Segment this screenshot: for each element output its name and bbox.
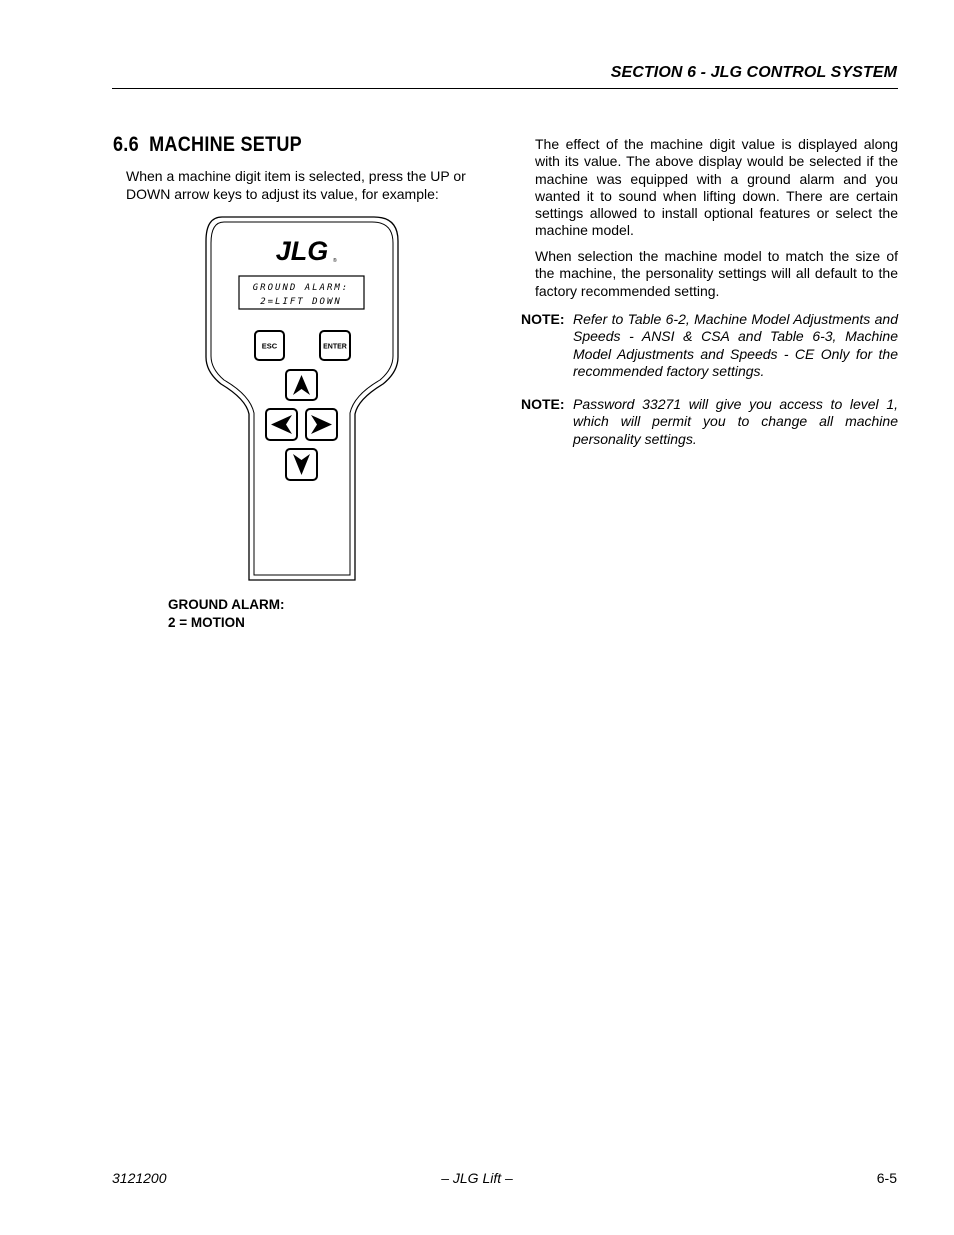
down-arrow-button[interactable] [286,449,317,480]
caption-line-1: GROUND ALARM: [168,597,285,612]
left-arrow-button[interactable] [266,409,297,440]
section-title: MACHINE SETUP [149,133,302,156]
right-paragraph-2: When selection the machine model to match the size of the machine, the personality settings will all default to the factory recommended setting. [535,248,898,299]
intro-paragraph: When a machine digit item is selected, press the UP or DOWN arrow keys to adjust its value, for example: [126,168,466,202]
section-heading [113,133,302,157]
esc-label: ESC [261,341,278,351]
footer-center-text: – JLG Lift – [441,1170,513,1186]
svg-text:JLG: JLG [275,236,329,266]
up-arrow-button[interactable] [286,370,317,400]
footer-page-number: 6-5 [876,1170,897,1186]
caption-line-2: 2 = MOTION [168,614,245,630]
display-line-1: GROUND ALARM: [252,283,350,293]
header-rule [112,88,898,89]
note-2-label: NOTE: [521,396,565,412]
note-1-text: Refer to Table 6-2, Machine Model Adjustments and Speeds - ANSI & CSA and Table 6-3, Machine Model Adjustments and Speeds - CE Only for the recommended factory settings. [573,311,898,379]
right-arrow-button[interactable] [306,409,337,440]
note-2-text: Password 33271 will give you access to level 1, which will permit you to change all machine personality settings. [573,396,898,447]
jlg-logo [276,236,337,266]
right-paragraph-1: The effect of the machine digit value is displayed along with its value. The above display would be selected if the machine was equipped with a ground alarm and you wanted it to sound when lifting down. There are certain settings allowed to install optional features or select the machine model. [535,136,898,239]
enter-button[interactable] [320,331,350,360]
enter-label: ENTER [323,343,347,351]
handheld-analyzer-figure [200,214,404,584]
figure-caption [168,596,284,631]
section-number: 6.6 [113,133,139,156]
footer-doc-number: 3121200 [112,1170,167,1186]
display-line-2: 2=LIFT DOWN [260,297,342,307]
note-1-label: NOTE: [521,311,565,327]
svg-text:®: ® [333,258,337,264]
note-1 [521,311,898,380]
section-header-title: SECTION 6 - JLG CONTROL SYSTEM [610,64,897,81]
note-2 [521,396,898,448]
esc-button[interactable] [255,331,284,360]
